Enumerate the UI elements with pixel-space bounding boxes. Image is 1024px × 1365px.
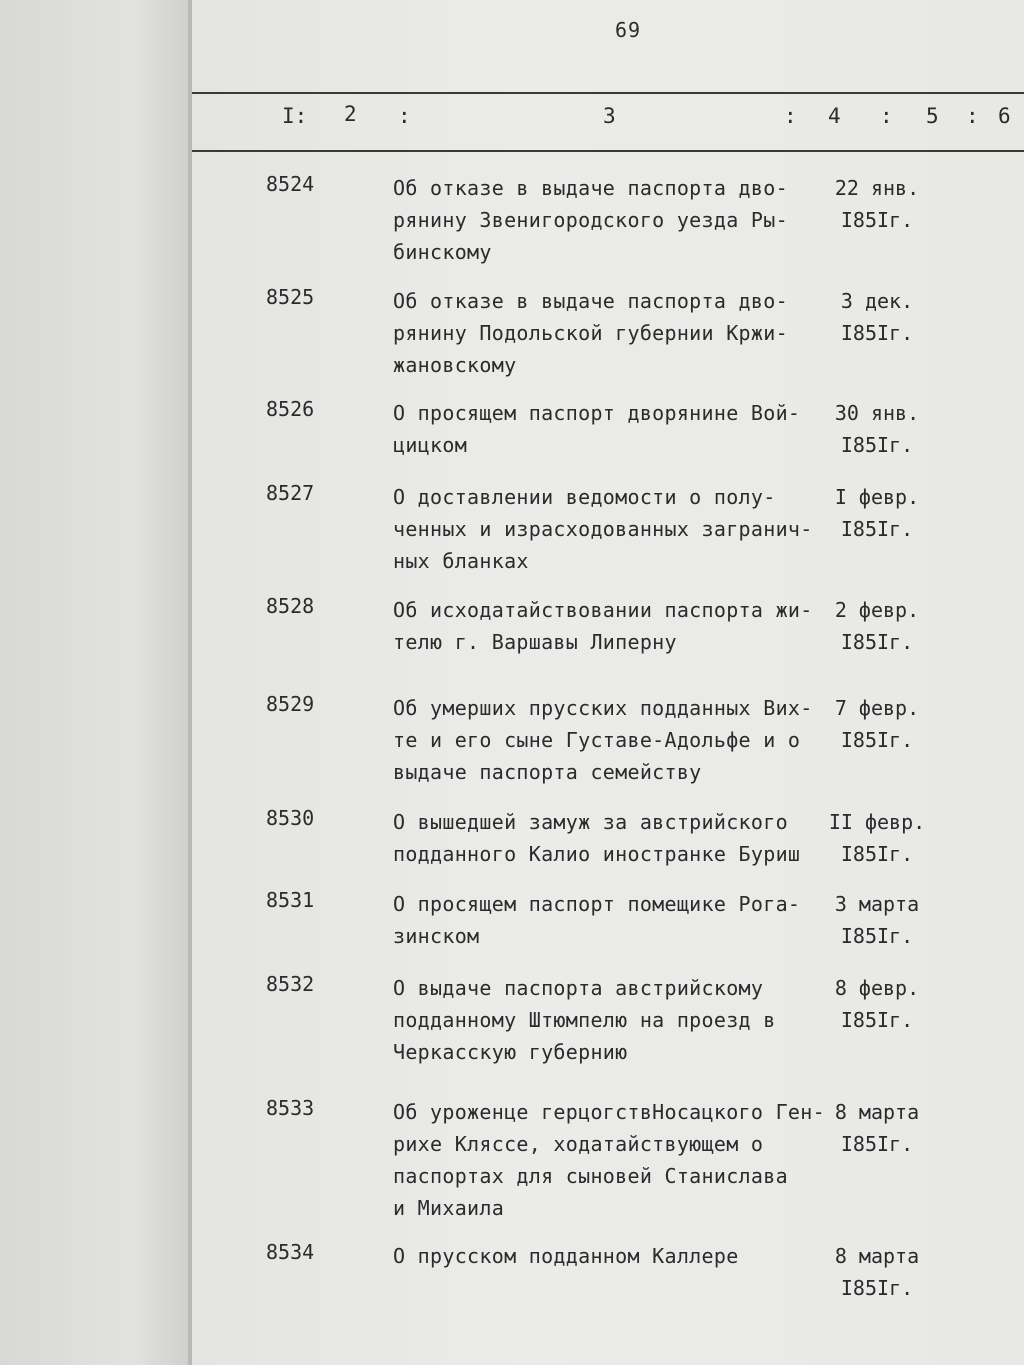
entry-title: Об отказе в выдаче паспорта дво- рянину Подольской губернии Кржи- жановскому: [393, 289, 788, 377]
header-col-4: 4: [828, 104, 841, 128]
header-sep-4: :: [966, 104, 979, 128]
entry-date: 8 марта I85Iг.: [834, 1244, 920, 1300]
entry-title: О просящем паспорт помещике Рога- зинском: [393, 892, 801, 948]
entry-number: 8532: [266, 972, 315, 996]
entry-number: 8534: [266, 1240, 315, 1264]
entry-date: 7 февр. I85Iг.: [834, 696, 920, 752]
entry-title: О вышедшей замуж за австрийского подданного Калио иностранке Буриш: [393, 810, 801, 866]
header-col-1: I:: [282, 104, 308, 128]
entry-title: Об отказе в выдаче паспорта дво- рянину Звенигородского уезда Ры- бинскому: [393, 176, 788, 264]
entry-number: 8526: [266, 397, 315, 421]
entry-date: 30 янв. I85Iг.: [834, 401, 920, 457]
entry-title: Об исходатайствовании паспорта жи- телю г. Варшавы Липерну: [393, 598, 813, 654]
entry-date: 22 янв. I85Iг.: [834, 176, 920, 232]
header-sep-3: :: [880, 104, 893, 128]
entry-title: О выдаче паспорта австрийскому подданному Штюмпелю на проезд в Черкасскую губернию: [393, 976, 776, 1064]
entry-date: I февр. I85Iг.: [834, 485, 920, 541]
header-rule-bottom: [192, 150, 1024, 152]
entry-number: 8528: [266, 594, 315, 618]
entry-title: Об уроженце герцогствНосацкого Ген- рихе Кляссе, ходатайствующем о паспортах для сыновей Станислава и Михаила: [393, 1100, 825, 1220]
entry-number: 8525: [266, 285, 315, 309]
entry-title: О просящем паспорт дворянине Вой- цицком: [393, 401, 801, 457]
header-col-3: 3: [603, 104, 616, 128]
entry-date: 3 марта I85Iг.: [834, 892, 920, 948]
entry-number: 8530: [266, 806, 315, 830]
entry-date: 8 марта I85Iг.: [834, 1100, 920, 1156]
entry-date: II февр. I85Iг.: [828, 810, 926, 866]
entry-title: О доставлении ведомости о полу- ченных и израсходованных загранич- ных бланках: [393, 485, 813, 573]
entry-date: 8 февр. I85Iг.: [834, 976, 920, 1032]
facing-page-shadow: [0, 0, 190, 1365]
entry-number: 8529: [266, 692, 315, 716]
entry-number: 8533: [266, 1096, 315, 1120]
entry-title: Об умерших прусских подданных Вих- те и его сыне Густаве-Адольфе и о выдаче паспорта семейству: [393, 696, 813, 784]
header-rule-top: [192, 92, 1024, 94]
header-col-2: 2: [344, 102, 357, 126]
header-col-5: 5: [926, 104, 939, 128]
header-sep-1: :: [398, 104, 411, 128]
entry-number: 8524: [266, 172, 315, 196]
entry-date: 2 февр. I85Iг.: [834, 598, 920, 654]
entry-date: 3 дек. I85Iг.: [840, 289, 914, 345]
page-number: 69: [615, 18, 642, 42]
header-col-6: 6: [998, 104, 1011, 128]
header-sep-2: :: [784, 104, 797, 128]
entry-number: 8527: [266, 481, 315, 505]
entry-number: 8531: [266, 888, 315, 912]
entry-title: О прусском подданном Каллере: [393, 1244, 739, 1268]
